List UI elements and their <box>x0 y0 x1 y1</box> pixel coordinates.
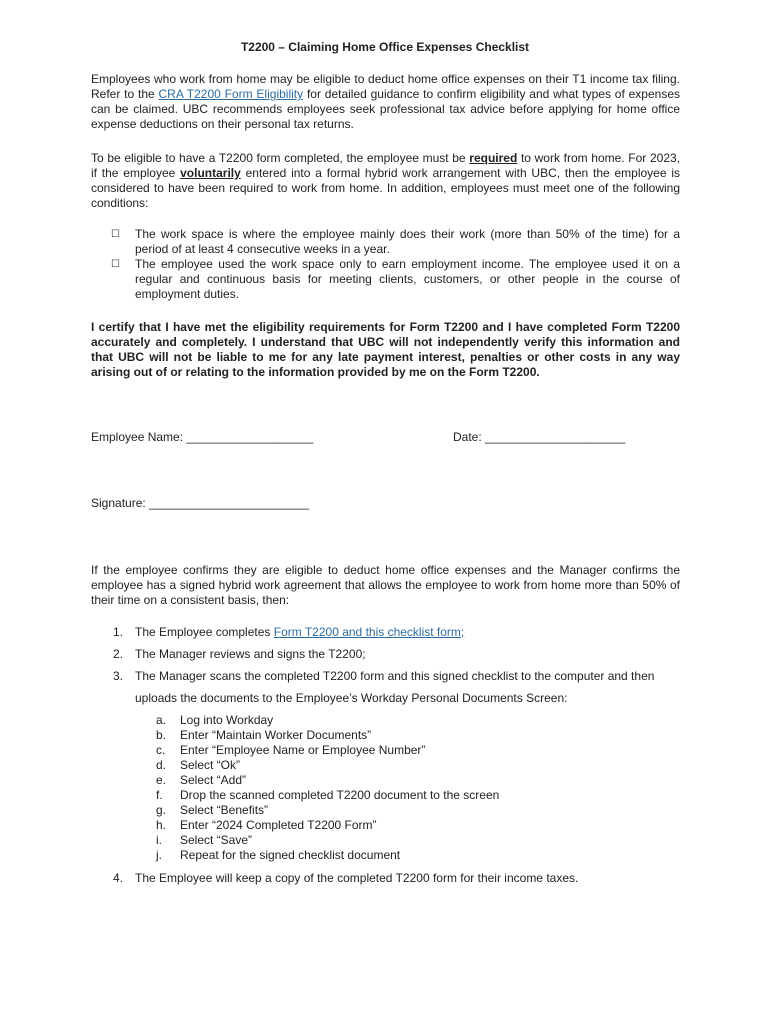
step-item <box>91 647 680 669</box>
substep-item: b. Enter “Maintain Worker Documents” <box>156 728 372 742</box>
substep-item: i. Select “Save” <box>156 833 253 847</box>
date-field[interactable]: Date: _____________________ <box>453 430 626 444</box>
t2200-form-link[interactable]: Form T2200 and this checklist form; <box>273 625 465 639</box>
step-text: The Employee completes <box>135 625 274 639</box>
intro-text-before: Employees who work from home may be eligible to deduct home office expenses on their T1 income tax filing. Refer to the <box>91 72 680 101</box>
certification-statement: I certify that I have met the eligibility requirements for Form T2200 and I have completed Form T2200 accurately and completely. I understand that UBC will not independently verify this information and that UBC will not be liable to me for any late payment interest, penalties or other costs in any way arising out of or relating to the information provided by me on the Form T2200. <box>91 320 680 379</box>
step-number: 1. <box>113 625 124 639</box>
checkbox-icon[interactable]: ☐ <box>111 259 120 270</box>
substep-item: e. Select “Add” <box>156 773 247 787</box>
eligibility-text-1: To be eligible to have a T2200 form completed, the employee must be <box>91 151 470 165</box>
intro-text-after: for detailed guidance to confirm eligibility and what types of expenses can be claimed. UBC recommends employees seek professional tax advice before applying for home office expense deductions on their personal tax returns. <box>91 87 680 131</box>
substep-item: c. Enter “Employee Name or Employee Number” <box>156 743 426 757</box>
substep-item: d. Select “Ok” <box>156 758 241 772</box>
substep-item: h. Enter “2024 Completed T2200 Form” <box>156 818 377 832</box>
eligibility-text-3: entered into a formal hybrid work arrangement with UBC, then the employee is considered to have been required to work from home. In addition, employees must meet one of the following conditions: <box>91 166 680 210</box>
voluntarily-emphasis: voluntarily <box>180 166 241 180</box>
page-title: T2200 – Claiming Home Office Expenses Checklist <box>240 40 530 54</box>
condition-text: The work space is where the employee mainly does their work (more than 50% of the time) for a period of at least 4 consecutive weeks in a year. <box>135 227 680 256</box>
intro-paragraph <box>91 72 680 132</box>
step-text: The Manager reviews and signs the T2200; <box>135 647 366 661</box>
condition-item <box>111 227 680 257</box>
condition-text: The employee used the work space only to earn employment income. The employee used it on a regular and continuous basis for meeting clients, customers, or other people in the course of employment duties. <box>135 257 680 301</box>
required-emphasis: required <box>469 151 518 165</box>
steps-list <box>91 625 680 886</box>
eligibility-paragraph <box>91 151 680 211</box>
substeps-list <box>135 713 680 863</box>
substep-item: f. Drop the scanned completed T2200 document to the screen <box>156 788 500 802</box>
step-number: 2. <box>113 647 124 661</box>
employee-name-field[interactable]: Employee Name: ___________________ <box>91 430 314 444</box>
substep-item: g. Select “Benefits” <box>156 803 269 817</box>
substep-item: j. Repeat for the signed checklist document <box>156 848 401 862</box>
conditions-list <box>111 227 680 302</box>
step-text-continued: uploads the documents to the Employee’s Workday Personal Documents Screen: <box>135 691 568 705</box>
step-text: The Manager scans the completed T2200 form and this signed checklist to the computer and then <box>135 669 655 683</box>
condition-item <box>111 257 680 302</box>
substep-item: a. Log into Workday <box>156 713 274 727</box>
eligibility-text-2: to work from home. For 2023, if the employee <box>91 151 680 180</box>
step-item <box>91 871 680 886</box>
step-item <box>91 669 680 863</box>
step-number: 3. <box>113 669 124 683</box>
signature-field[interactable]: Signature: ________________________ <box>91 496 310 510</box>
step-text: The Employee will keep a copy of the completed T2200 form for their income taxes. <box>135 871 579 885</box>
checkbox-icon[interactable]: ☐ <box>111 229 120 240</box>
step-number: 4. <box>113 871 124 885</box>
manager-intro-paragraph: If the employee confirms they are eligible to deduct home office expenses and the Manager confirms the employee has a signed hybrid work agreement that allows the employee to work from home more than 50% of their time on a consistent basis, then: <box>91 563 680 607</box>
step-item <box>91 625 680 647</box>
cra-eligibility-link[interactable]: CRA T2200 Form Eligibility <box>158 87 304 101</box>
